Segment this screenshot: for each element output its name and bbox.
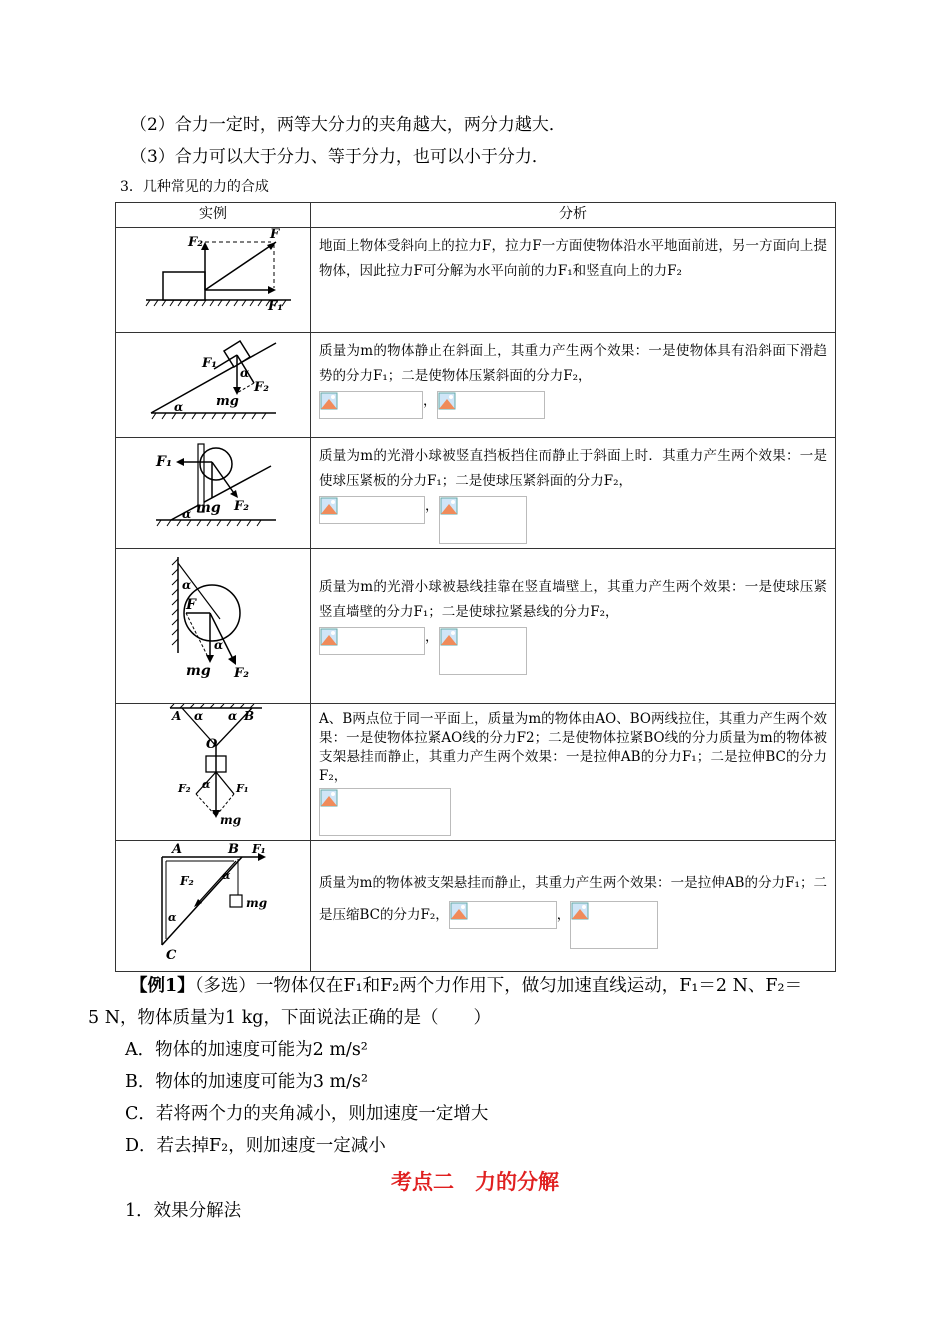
header-example: 实例 bbox=[116, 203, 311, 228]
option-d: D．若去掉F₂，则加速度一定减小 bbox=[125, 1136, 386, 1156]
analysis-row-6: 质量为m的物体被支架悬挂而静止，其重力产生两个效果：一是拉伸AB的分力F₁；二是压缩BC的分力F₂， bbox=[319, 875, 827, 923]
fig1-label-f1: F₁ bbox=[268, 299, 283, 314]
table-row bbox=[116, 841, 836, 972]
svg-text:F₁: F₁ bbox=[236, 782, 249, 795]
svg-text:α: α bbox=[182, 507, 192, 521]
fig1-label-f: F bbox=[270, 228, 280, 242]
example-tag: 【例1】 bbox=[130, 976, 195, 996]
svg-text:α: α bbox=[202, 778, 211, 791]
formula-image-placeholder bbox=[319, 391, 423, 419]
analysis-text bbox=[311, 704, 836, 841]
option-a: A．物体的加速度可能为2 m/s² bbox=[125, 1040, 368, 1060]
formula-image-placeholder bbox=[449, 901, 557, 929]
svg-text:α: α bbox=[168, 911, 177, 924]
formula-image-placeholder bbox=[437, 391, 545, 419]
svg-text:α: α bbox=[240, 366, 250, 380]
analysis-text: 质量为m的物体静止在斜面上，其重力产生两个效果：一是使物体具有沿斜面下滑趋势的分力F₁；二是使物体压紧斜面的分力F₂， ， bbox=[311, 333, 836, 438]
formula-image-placeholder bbox=[439, 627, 527, 675]
analysis-row-1: 地面上物体受斜向上的拉力F，拉力F一方面使物体沿水平地面前进，另一方面向上提物体，因此拉力F可分解为水平向前的力F₁和竖直向上的力F₂ bbox=[319, 238, 827, 279]
svg-text:A: A bbox=[172, 709, 182, 723]
svg-text:F₂: F₂ bbox=[234, 499, 249, 514]
formula-image-placeholder bbox=[319, 788, 451, 836]
formula-image-placeholder bbox=[319, 627, 425, 655]
table-row bbox=[116, 549, 836, 704]
svg-text:mg: mg bbox=[196, 500, 221, 516]
analysis-text: 质量为m的光滑小球被悬线挂靠在竖直墙壁上，其重力产生两个效果：一是使球压紧竖直墙壁的分力F₁；二是使球拉紧悬线的分力F₂， ， bbox=[311, 549, 836, 704]
table-row bbox=[116, 438, 836, 549]
example-stem-a: （多选）一物体仅在F₁和F₂两个力作用下，做匀加速直线运动，F₁＝2 N、F₂＝ bbox=[194, 976, 803, 996]
svg-text:F₁: F₁ bbox=[156, 454, 173, 470]
svg-text:α: α bbox=[228, 709, 238, 723]
table-row bbox=[116, 333, 836, 438]
analysis-row-5: A、B两点位于同一平面上，质量为m的物体由AO、BO两线拉住，其重力产生两个效果：一是使物体拉紧AO线的分力F2；二是使物体拉紧BO线的分力质量为m的物体被支架悬挂而静止，其重力产生两个效果：一是拉伸AB的分力F₁；二是拉伸BC的分力F₂， bbox=[319, 711, 827, 784]
svg-text:F₁: F₁ bbox=[252, 842, 266, 856]
svg-text:mg: mg bbox=[220, 813, 242, 827]
svg-text:α: α bbox=[214, 638, 224, 652]
formula-image-placeholder bbox=[570, 901, 658, 949]
svg-text:mg: mg bbox=[246, 896, 268, 910]
table-row bbox=[116, 704, 836, 841]
svg-text:α: α bbox=[194, 709, 204, 723]
analysis-text: 质量为m的光滑小球被竖直挡板挡住而静止于斜面上时．其重力产生两个效果：一是使球压紧板的分力F₁；二是使球压紧斜面的分力F₂， ， bbox=[311, 438, 836, 549]
figure-two-strings bbox=[116, 704, 311, 841]
svg-text:F₂: F₂ bbox=[180, 874, 194, 888]
example-1-line-1 bbox=[130, 975, 802, 997]
force-composition-table bbox=[115, 202, 836, 972]
fig1-label-f2: F₂ bbox=[188, 235, 203, 250]
svg-text:C: C bbox=[166, 948, 177, 963]
analysis-row-3: 质量为m的光滑小球被竖直挡板挡住而静止于斜面上时．其重力产生两个效果：一是使球压紧板的分力F₁；二是使球压紧斜面的分力F₂， bbox=[319, 448, 827, 489]
svg-text:A: A bbox=[172, 842, 183, 857]
svg-text:α: α bbox=[182, 578, 192, 592]
svg-text:F₂: F₂ bbox=[234, 666, 249, 681]
section-title: 考点二 力的分解 bbox=[391, 1170, 559, 1194]
figure-ball-board-incline bbox=[116, 438, 311, 549]
svg-text:F₂: F₂ bbox=[254, 380, 269, 395]
svg-text:B: B bbox=[244, 709, 255, 723]
table-row bbox=[116, 228, 836, 333]
intro-line-2: （2）合力一定时，两等大分力的夹角越大，两分力越大． bbox=[130, 115, 566, 135]
formula-image-placeholder bbox=[439, 496, 527, 544]
section-item-1: 1．效果分解法 bbox=[125, 1201, 242, 1221]
svg-text:α: α bbox=[222, 869, 231, 882]
svg-text:F₁: F₁ bbox=[202, 356, 217, 371]
figure-bracket bbox=[116, 841, 311, 972]
formula-image-placeholder bbox=[319, 496, 425, 524]
analysis-row-2: 质量为m的物体静止在斜面上，其重力产生两个效果：一是使物体具有沿斜面下滑趋势的分力F₁；二是使物体压紧斜面的分力F₂， bbox=[319, 343, 827, 384]
table-header-row bbox=[116, 203, 836, 228]
analysis-text bbox=[311, 228, 836, 333]
header-analysis: 分析 bbox=[311, 203, 836, 228]
svg-text:mg: mg bbox=[186, 663, 211, 679]
figure-ball-on-wall bbox=[116, 549, 311, 704]
intro-line-3: （3）合力可以大于分力、等于分力，也可以小于分力． bbox=[130, 147, 549, 167]
option-b: B．物体的加速度可能为3 m/s² bbox=[125, 1072, 369, 1092]
figure-ground-pull bbox=[116, 228, 311, 333]
figure-incline-block bbox=[116, 333, 311, 438]
example-stem-b: 5 N，物体质量为1 kg，下面说法正确的是（ ） bbox=[88, 1008, 492, 1028]
svg-text:mg: mg bbox=[216, 394, 239, 409]
svg-text:O: O bbox=[206, 737, 218, 752]
heading-common-forces: 3．几种常见的力的合成 bbox=[120, 179, 269, 195]
svg-text:α: α bbox=[174, 400, 184, 414]
analysis-text: 质量为m的物体被支架悬挂而静止，其重力产生两个效果：一是拉伸AB的分力F₁；二是压缩BC的分力F₂， ， bbox=[311, 841, 836, 972]
analysis-row-4: 质量为m的光滑小球被悬线挂靠在竖直墙壁上，其重力产生两个效果：一是使球压紧竖直墙壁的分力F₁；二是使球拉紧悬线的分力F₂， bbox=[319, 579, 827, 620]
svg-text:F: F bbox=[186, 597, 196, 613]
svg-text:F₂: F₂ bbox=[178, 782, 191, 795]
svg-text:B: B bbox=[228, 842, 239, 857]
option-c: C．若将两个力的夹角减小，则加速度一定增大 bbox=[125, 1104, 489, 1124]
